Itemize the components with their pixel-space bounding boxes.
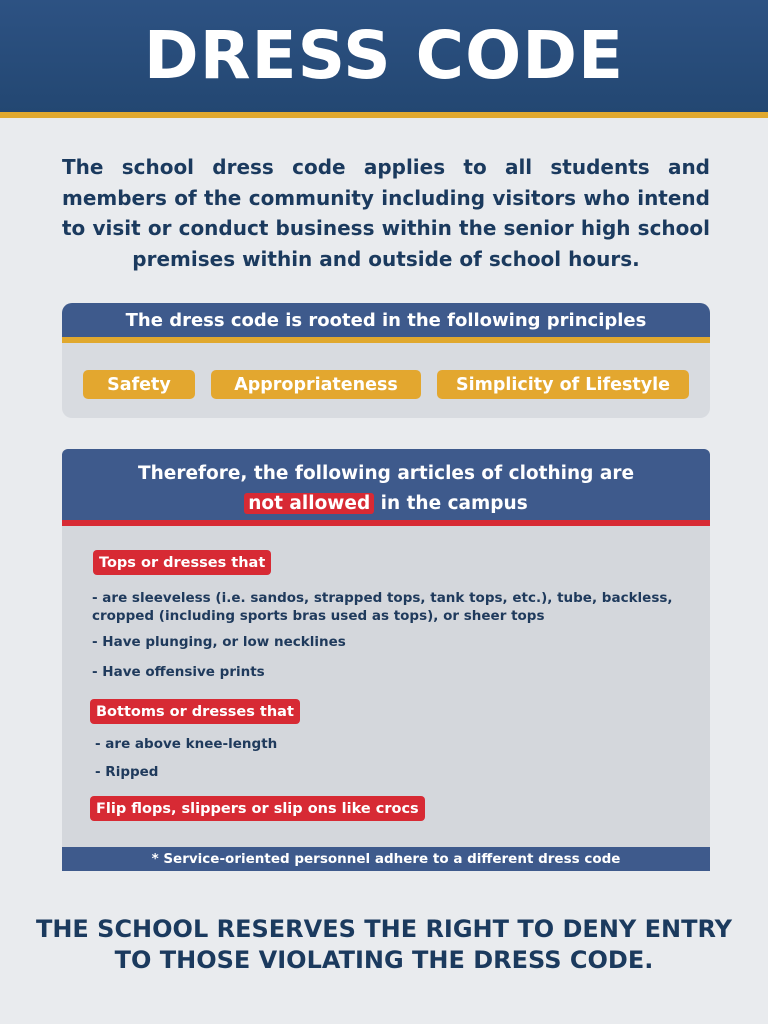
tops-label: Tops or dresses that [93, 550, 271, 575]
closing-statement: THE SCHOOL RESERVES THE RIGHT TO DENY ENTRY TO THOSE VIOLATING THE DRESS CODE. [35, 915, 733, 974]
heading-rest: in the campus [374, 493, 528, 514]
not-allowed-highlight: not allowed [244, 493, 374, 514]
principle-simplicity: Simplicity of Lifestyle [437, 370, 689, 399]
footwear-label: Flip flops, slippers or slip ons like crocs [90, 796, 425, 821]
bottoms-label: Bottoms or dresses that [90, 699, 300, 724]
intro-paragraph: The school dress code applies to all students and members of the community including visitors who intend to visit or conduct business within the senior high school premises within and outside of school hours. [62, 155, 710, 271]
bottoms-item-ripped: - Ripped [95, 764, 159, 780]
principle-appropriateness: Appropriateness [211, 370, 421, 399]
principle-safety: Safety [83, 370, 195, 399]
principles-heading: The dress code is rooted in the following principles [62, 303, 710, 343]
tops-item-prints: - Have offensive prints [92, 664, 265, 680]
tops-item-necklines: - Have plunging, or low necklines [92, 634, 346, 650]
heading-line-2 [62, 489, 710, 519]
not-allowed-heading [62, 449, 710, 526]
page-title: DRESS CODE [143, 17, 625, 94]
tops-item-sleeveless: - are sleeveless (i.e. sandos, strapped tops, tank tops, etc.), tube, backless, cropped (including sports bras used as tops), or sheer tops [92, 590, 673, 624]
bottoms-item-length: - are above knee-length [95, 736, 278, 752]
personnel-note: * Service-oriented personnel adhere to a different dress code [62, 847, 710, 871]
principles-panel [62, 303, 710, 418]
heading-line-1: Therefore, the following articles of clothing are [137, 463, 635, 484]
not-allowed-panel [62, 449, 710, 871]
header-banner [0, 0, 768, 118]
